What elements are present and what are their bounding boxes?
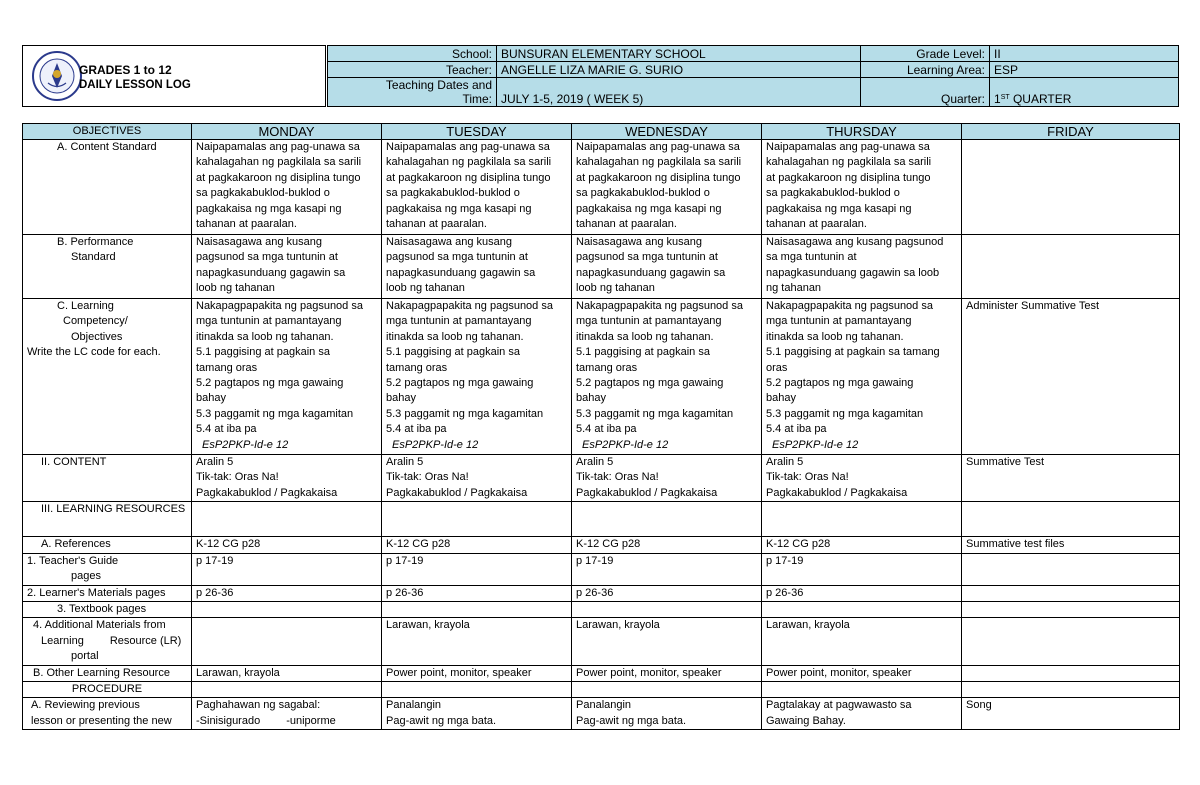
monday-cell: [192, 618, 382, 665]
reviewing-label-line2: lesson or presenting the new: [31, 714, 172, 727]
monday-cell: Aralin 5 Tik-tak: Oras Na! Pagkakabuklod / Pagkakaisa: [192, 455, 382, 502]
wednesday-cell: Larawan, krayola: [572, 618, 762, 665]
tuesday-cell: p 26-36: [382, 585, 572, 601]
friday-cell: [962, 235, 1180, 299]
teachers-guide-label-line1: 1. Teacher's Guide: [27, 554, 119, 567]
row-textbook: [23, 602, 1180, 618]
competency-label-line1: C. Learning: [57, 300, 114, 312]
quarter-label: Quarter:: [861, 78, 990, 107]
grade-level-label: Grade Level:: [861, 46, 990, 62]
reviewing-monday-line1: Paghahawan ng sagabal:: [196, 699, 321, 712]
wednesday-cell: [572, 299, 762, 455]
row-label: PROCEDURE: [23, 682, 192, 698]
competency-text: Nakapagpapakita ng pagsunod sa mga tuntunin at pamantayang itinakda sa loob ng tahanan. 5.1 paggising at pagkain sa tamang oras 5.2 pagtapos ng mga gawaing bahay 5.3 paggamit ng mga kagamitan 5.4 at iba pa: [576, 300, 743, 436]
wednesday-cell: Naisasagawa ang kusang pagsunod sa mga tuntunin at napagkasunduang gagawin sa loob ng tahanan: [572, 235, 762, 299]
thursday-cell: [762, 682, 962, 698]
monday-cell: [192, 698, 382, 730]
row-label: [23, 602, 192, 618]
teaching-dates-value: JULY 1-5, 2019 ( WEEK 5): [497, 78, 861, 107]
row-label: 2. Learner's Materials pages: [23, 585, 192, 601]
textbook-label: 3. Textbook pages: [57, 603, 147, 616]
wednesday-cell: K-12 CG p28: [572, 537, 762, 553]
monday-cell: [192, 299, 382, 455]
lc-code: EsP2PKP-Id-e 12: [772, 438, 859, 451]
school-info-table: [327, 45, 1179, 107]
row-label: [23, 553, 192, 585]
row-other-resource: [23, 665, 1180, 681]
school-label: School:: [328, 46, 497, 62]
row-reviewing: [23, 698, 1180, 730]
competency-label-line2: Competency/: [63, 315, 128, 328]
friday-cell: [962, 682, 1180, 698]
row-references: [23, 537, 1180, 553]
col-objectives: OBJECTIVES: [23, 124, 192, 140]
friday-cell: [962, 602, 1180, 618]
row-learners-materials: [23, 585, 1180, 601]
friday-cell: [962, 140, 1180, 235]
grid-header-row: [23, 124, 1180, 140]
friday-cell: Song: [962, 698, 1180, 730]
tuesday-cell: [382, 602, 572, 618]
friday-cell: [962, 502, 1180, 537]
col-tuesday: TUESDAY: [382, 124, 572, 140]
wednesday-cell: [572, 602, 762, 618]
monday-cell: K-12 CG p28: [192, 537, 382, 553]
learning-area-value: ESP: [990, 62, 1179, 78]
monday-cell: Larawan, krayola: [192, 665, 382, 681]
competency-label-line4: Write the LC code for each.: [27, 346, 161, 359]
col-wednesday: WEDNESDAY: [572, 124, 762, 140]
thursday-cell: Aralin 5 Tik-tak: Oras Na! Pagkakabuklod / Pagkakaisa: [762, 455, 962, 502]
teacher-label: Teacher:: [328, 62, 497, 78]
wednesday-cell: [572, 502, 762, 537]
additional-label-line3: portal: [71, 650, 99, 663]
competency-label-line3: Objectives: [71, 330, 123, 343]
row-teachers-guide: [23, 553, 1180, 585]
lc-code: EsP2PKP-Id-e 12: [392, 438, 479, 451]
tuesday-cell: p 17-19: [382, 553, 572, 585]
thursday-cell: K-12 CG p28: [762, 537, 962, 553]
tuesday-cell: Larawan, krayola: [382, 618, 572, 665]
monday-cell: Naipapamalas ang pag-unawa sa kahalagahan ng pagkilala sa sarili at pagkakaroon ng disiplina tungo sa pagkakabuklod-buklod o pagkakaisa ng mga kasapi ng tahanan at paaralan.: [192, 140, 382, 235]
col-monday: MONDAY: [192, 124, 382, 140]
friday-cell: [962, 665, 1180, 681]
tuesday-cell: Power point, monitor, speaker: [382, 665, 572, 681]
tuesday-cell: [382, 682, 572, 698]
row-learning-resources: [23, 502, 1180, 537]
other-resource-label: B. Other Learning Resource: [33, 666, 170, 679]
row-content-standard: [23, 140, 1180, 235]
thursday-cell: p 26-36: [762, 585, 962, 601]
monday-cell: Naisasagawa ang kusang pagsunod sa mga tuntunin at napagkasunduang gagawin sa loob ng tahanan: [192, 235, 382, 299]
col-friday: FRIDAY: [962, 124, 1180, 140]
tuesday-cell: [382, 502, 572, 537]
quarter-word: QUARTER: [1009, 92, 1072, 106]
tuesday-cell: Panalangin Pag-awit ng mga bata.: [382, 698, 572, 730]
monday-cell: [192, 602, 382, 618]
thursday-cell: [762, 602, 962, 618]
additional-label-line2: [27, 634, 187, 649]
competency-text: Nakapagpapakita ng pagsunod sa mga tuntunin at pamantayang itinakda sa loob ng tahanan. 5.1 paggising at pagkain sa tamang oras 5.2 pagtapos ng mga gawaing bahay 5.3 paggamit ng mga kagamitan 5.4 at iba pa: [196, 300, 363, 436]
row-label: [23, 537, 192, 553]
reviewing-monday-line2: [196, 714, 377, 729]
wednesday-cell: [572, 682, 762, 698]
thursday-cell: Naisasagawa ang kusang pagsunod sa mga tuntunin at napagkasunduang gagawin sa loob ng tahanan: [762, 235, 962, 299]
reviewing-monday-item1: -Sinisigurado: [196, 714, 261, 727]
thursday-cell: [762, 502, 962, 537]
row-label: [23, 698, 192, 730]
tuesday-cell: Naipapamalas ang pag-unawa sa kahalagahan ng pagkilala sa sarili at pagkakaroon ng disiplina tungo sa pagkakabuklod-buklod o pagkakaisa ng mga kasapi ng tahanan at paaralan.: [382, 140, 572, 235]
thursday-cell: Naipapamalas ang pag-unawa sa kahalagahan ng pagkilala sa sarili at pagkakaroon ng disiplina tungo sa pagkakabuklod-buklod o pagkakaisa ng mga kasapi ng tahanan at paaralan.: [762, 140, 962, 235]
row-additional-materials: [23, 618, 1180, 665]
header-title-grades: GRADES 1 to 12: [79, 63, 172, 77]
tuesday-cell: [382, 299, 572, 455]
friday-cell: Summative Test: [962, 455, 1180, 502]
row-label: [23, 140, 192, 235]
learning-area-label: Learning Area:: [861, 62, 990, 78]
content-standard-label: A. Content Standard: [57, 141, 157, 153]
competency-text: Nakapagpapakita ng pagsunod sa mga tuntunin at pamantayang itinakda sa loob ng tahanan. 5.1 paggising at pagkain sa tamang oras 5.2 pagtapos ng mga gawaing bahay 5.3 paggamit ng mga kagamitan 5.4 at iba pa: [386, 300, 553, 436]
friday-cell: Administer Summative Test: [962, 299, 1180, 455]
col-thursday: THURSDAY: [762, 124, 962, 140]
references-label: A. References: [41, 538, 111, 551]
lc-code: EsP2PKP-Id-e 12: [582, 438, 669, 451]
wednesday-cell: p 26-36: [572, 585, 762, 601]
competency-text: Nakapagpapakita ng pagsunod sa mga tuntunin at pamantayang itinakda sa loob ng tahanan. 5.1 paggising at pagkain sa tamang oras 5.2 pagtapos ng mga gawaing bahay 5.3 paggamit ng mga kagamitan 5.4 at iba pa: [766, 300, 940, 436]
reviewing-monday-item2: -uniporme: [286, 714, 336, 727]
wednesday-cell: Naipapamalas ang pag-unawa sa kahalagahan ng pagkilala sa sarili at pagkakaroon ng disiplina tungo sa pagkakabuklod-buklod o pagkakaisa ng mga kasapi ng tahanan at paaralan.: [572, 140, 762, 235]
lesson-log-header: [22, 45, 1179, 109]
row-label: [23, 618, 192, 665]
tuesday-cell: Aralin 5 Tik-tak: Oras Na! Pagkakabuklod / Pagkakaisa: [382, 455, 572, 502]
monday-cell: p 26-36: [192, 585, 382, 601]
friday-cell: [962, 618, 1180, 665]
lesson-log-grid: [22, 123, 1180, 730]
monday-cell: [192, 502, 382, 537]
friday-cell: [962, 585, 1180, 601]
row-performance-standard: [23, 235, 1180, 299]
row-procedure: [23, 682, 1180, 698]
teaching-dates-label-line1: Teaching Dates and: [385, 78, 492, 92]
tuesday-cell: Naisasagawa ang kusang pagsunod sa mga tuntunin at napagkasunduang gagawin sa loob ng tahanan: [382, 235, 572, 299]
teachers-guide-label-line2: pages: [71, 570, 101, 583]
teacher-value: ANGELLE LIZA MARIE G. SURIO: [497, 62, 861, 78]
row-label: [23, 235, 192, 299]
wednesday-cell: Aralin 5 Tik-tak: Oras Na! Pagkakabuklod / Pagkakaisa: [572, 455, 762, 502]
quarter-number: 1: [994, 92, 1001, 106]
thursday-cell: Larawan, krayola: [762, 618, 962, 665]
friday-cell: [962, 553, 1180, 585]
lc-code: EsP2PKP-Id-e 12: [202, 438, 289, 451]
performance-label-line2: Standard: [71, 251, 116, 264]
additional-label-line1: 4. Additional Materials from: [33, 619, 166, 632]
teaching-dates-label-line2: Time:: [462, 92, 492, 106]
row-label: [23, 455, 192, 502]
performance-label-line1: B. Performance: [57, 236, 134, 248]
monday-cell: [192, 682, 382, 698]
additional-label-line2a: Learning: [41, 634, 84, 647]
row-label: [23, 299, 192, 455]
thursday-cell: Power point, monitor, speaker: [762, 665, 962, 681]
teaching-dates-label: [328, 78, 497, 107]
header-title-dll: DAILY LESSON LOG: [79, 79, 191, 91]
row-content: [23, 455, 1180, 502]
additional-label-line2b: Resource (LR): [109, 634, 182, 647]
row-label: [23, 502, 192, 537]
school-value: BUNSURAN ELEMENTARY SCHOOL: [497, 46, 861, 62]
row-learning-competency: [23, 299, 1180, 455]
friday-cell: Summative test files: [962, 537, 1180, 553]
grade-level-value: II: [990, 46, 1179, 62]
header-title-box: [22, 45, 326, 107]
wednesday-cell: Panalangin Pag-awit ng mga bata.: [572, 698, 762, 730]
row-label: [23, 665, 192, 681]
quarter-suffix: ST: [1000, 94, 1010, 101]
reviewing-label-line1: A. Reviewing previous: [31, 699, 140, 712]
learning-resources-label: III. LEARNING RESOURCES: [41, 503, 186, 516]
deped-seal-icon: [31, 50, 83, 102]
thursday-cell: [762, 299, 962, 455]
thursday-cell: Pagtalakay at pagwawasto sa Gawaing Bahay.: [762, 698, 962, 730]
thursday-cell: p 17-19: [762, 553, 962, 585]
quarter-value: [990, 78, 1179, 107]
monday-cell: p 17-19: [192, 553, 382, 585]
content-label: II. CONTENT: [41, 456, 107, 468]
wednesday-cell: Power point, monitor, speaker: [572, 665, 762, 681]
tuesday-cell: K-12 CG p28: [382, 537, 572, 553]
wednesday-cell: p 17-19: [572, 553, 762, 585]
